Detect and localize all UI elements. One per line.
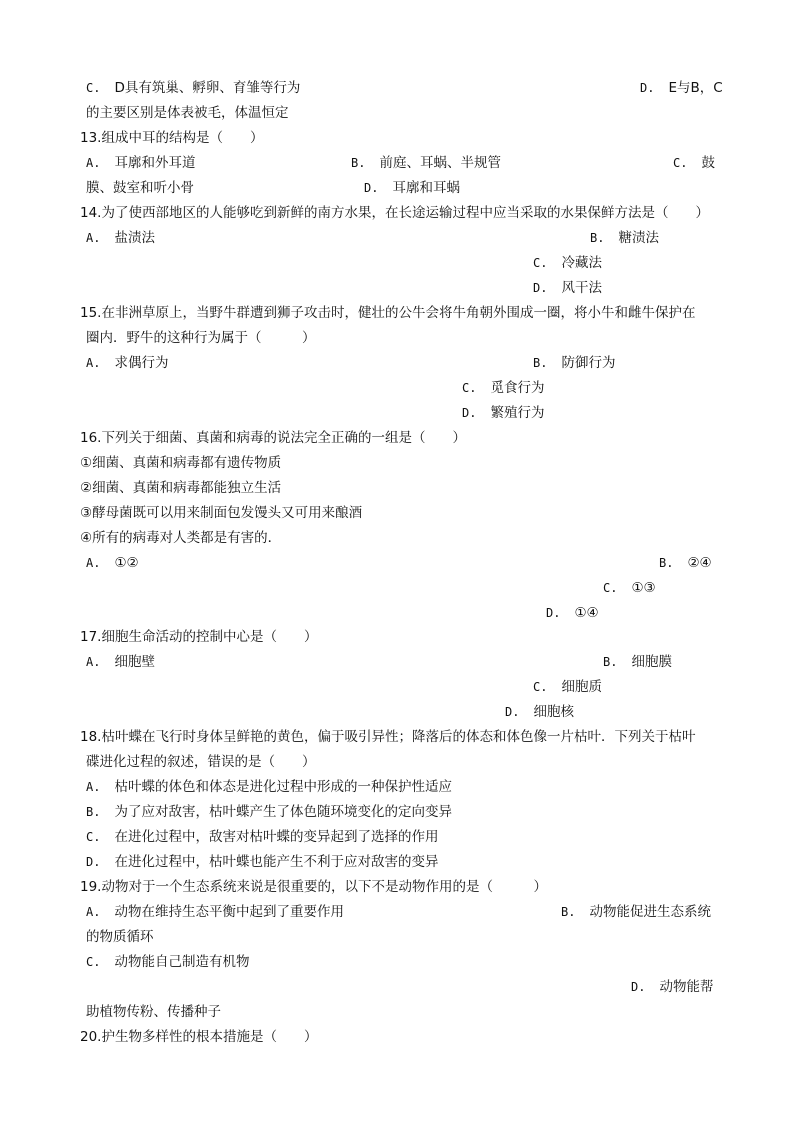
option-text: 觅食行为: [490, 380, 545, 396]
option-19b: [561, 902, 711, 922]
option-16b: [659, 553, 712, 573]
question-13-stem: 13.组成中耳的结构是（ ）: [80, 130, 264, 146]
option-text: ①②: [114, 555, 139, 571]
option-label: C.: [673, 156, 688, 170]
option-text: D具有筑巢、孵卵、育雏等行为: [114, 80, 301, 96]
option-text: 耳廓和耳蜗: [392, 180, 460, 196]
option-19b-continued: 的物质循环: [86, 929, 154, 945]
option-label: A.: [86, 231, 101, 245]
option-text: 细胞质: [561, 679, 602, 695]
option-label: A.: [86, 356, 101, 370]
option-text: 繁殖行为: [490, 405, 545, 421]
option-label: D.: [546, 606, 561, 620]
option-19c: [86, 952, 249, 972]
option-text: 冷藏法: [561, 255, 602, 271]
option-label: D.: [640, 81, 655, 95]
option-12d-continued: 的主要区别是体表被毛，体温恒定: [86, 105, 289, 121]
option-19d: [631, 977, 713, 997]
option-label: C.: [462, 381, 477, 395]
question-15-stem-continued: 圈内．野牛的这种行为属于（ ）: [86, 330, 316, 346]
option-label: B.: [561, 905, 576, 919]
option-text: 风干法: [561, 280, 602, 296]
option-14c: [533, 253, 602, 273]
question-17-stem: 17.细胞生命活动的控制中心是（ ）: [80, 629, 318, 645]
option-label: A.: [86, 905, 101, 919]
option-text: 动物能帮: [659, 979, 714, 995]
option-label: C.: [86, 830, 101, 844]
option-text: 盐渍法: [114, 230, 155, 246]
option-label: A.: [86, 780, 101, 794]
option-16a: [86, 553, 139, 573]
option-12c: [86, 78, 300, 98]
option-13b: [351, 153, 501, 173]
statement-2: ②细菌、真菌和病毒都能独立生活: [80, 480, 282, 496]
question-16-stem: 16.下列关于细菌、真菌和病毒的说法完全正确的一组是（ ）: [80, 430, 466, 446]
question-18-stem: 18.枯叶蝶在飞行时身体呈鲜艳的黄色，偏于吸引异性；降落后的体态和体色像一片枯叶．下列关于枯叶: [80, 729, 696, 745]
option-label: B.: [603, 655, 618, 669]
option-text: 动物能自己制造有机物: [114, 954, 250, 970]
option-label: A.: [86, 156, 101, 170]
option-18d: [86, 852, 438, 872]
statement-4: ④所有的病毒对人类都是有害的．: [80, 530, 282, 546]
option-text: 前庭、耳蜗、半规管: [379, 155, 501, 171]
option-label: B.: [533, 356, 548, 370]
option-text: E与B，C: [668, 80, 723, 96]
option-text: 细胞膜: [631, 654, 672, 670]
option-label: A.: [86, 556, 101, 570]
option-label: D.: [86, 855, 101, 869]
option-text: ①④: [574, 605, 599, 621]
option-15c: [462, 378, 544, 398]
option-16d: [546, 603, 599, 623]
option-18b: [86, 802, 452, 822]
option-text: ①③: [631, 580, 656, 596]
option-14b: [590, 228, 659, 248]
option-label: B.: [351, 156, 366, 170]
option-13a: [86, 153, 195, 173]
option-text: 防御行为: [561, 355, 616, 371]
option-label: D.: [631, 980, 646, 994]
option-label: D.: [462, 406, 477, 420]
option-text: 鼓: [701, 155, 715, 171]
option-label: D.: [505, 705, 520, 719]
option-label: B.: [590, 231, 605, 245]
option-label: C.: [86, 955, 101, 969]
option-label: B.: [659, 556, 674, 570]
option-label: B.: [86, 805, 101, 819]
option-14a: [86, 228, 155, 248]
option-label: C.: [603, 581, 618, 595]
option-label: A.: [86, 655, 101, 669]
question-14-stem: 14.为了使西部地区的人能够吃到新鲜的南方水果，在长途运输过程中应当采取的水果保鲜方法是（ ）: [80, 205, 709, 221]
option-text: 动物能促进生态系统: [589, 904, 711, 920]
option-14d: [533, 278, 602, 298]
question-18-stem-continued: 碟进化过程的叙述，错误的是（ ）: [86, 754, 316, 770]
option-13c: [673, 153, 715, 173]
option-15b: [533, 353, 615, 373]
option-text: 在进化过程中，敌害对枯叶蝶的变异起到了选择的作用: [114, 829, 439, 845]
question-20-stem: 20.护生物多样性的根本措施是（ ）: [80, 1029, 318, 1045]
option-label: D.: [364, 181, 379, 195]
option-17c: [533, 677, 602, 697]
option-17d: [505, 702, 574, 722]
option-18a: [86, 777, 452, 797]
option-12d: [640, 78, 723, 98]
option-text: 细胞壁: [114, 654, 155, 670]
option-label: C.: [533, 680, 548, 694]
question-15-stem: 15.在非洲草原上，当野牛群遭到狮子攻击时，健壮的公牛会将牛角朝外围成一圈，将小牛和雌牛保护在: [80, 305, 696, 321]
option-text: 耳廓和外耳道: [114, 155, 196, 171]
option-text: ②④: [687, 555, 712, 571]
option-13c-continued: 膜、鼓室和听小骨: [86, 180, 194, 196]
option-text: 求偶行为: [114, 355, 169, 371]
option-18c: [86, 827, 438, 847]
option-text: 为了应对敌害，枯叶蝶产生了体色随环境变化的定向变异: [114, 804, 452, 820]
option-13d: [364, 178, 460, 198]
option-text: 在进化过程中，枯叶蝶也能产生不利于应对敌害的变异: [114, 854, 439, 870]
option-16c: [603, 578, 656, 598]
option-19d-continued: 助植物传粉、传播种子: [86, 1004, 221, 1020]
question-19-stem: 19.动物对于一个生态系统来说是很重要的，以下不是动物作用的是（ ）: [80, 879, 547, 895]
option-label: C.: [533, 256, 548, 270]
option-17a: [86, 652, 155, 672]
option-label: D.: [533, 281, 548, 295]
statement-1: ①细菌、真菌和病毒都有遗传物质: [80, 455, 282, 471]
option-text: 细胞核: [533, 704, 574, 720]
option-text: 动物在维持生态平衡中起到了重要作用: [114, 904, 344, 920]
option-text: 枯叶蝶的体色和体态是进化过程中形成的一种保护性适应: [114, 779, 452, 795]
option-label: C.: [86, 81, 101, 95]
option-15a: [86, 353, 168, 373]
option-17b: [603, 652, 672, 672]
option-text: 糖渍法: [618, 230, 659, 246]
option-15d: [462, 403, 544, 423]
statement-3: ③酵母菌既可以用来制面包发馒头又可用来酿酒: [80, 505, 363, 521]
option-19a: [86, 902, 344, 922]
